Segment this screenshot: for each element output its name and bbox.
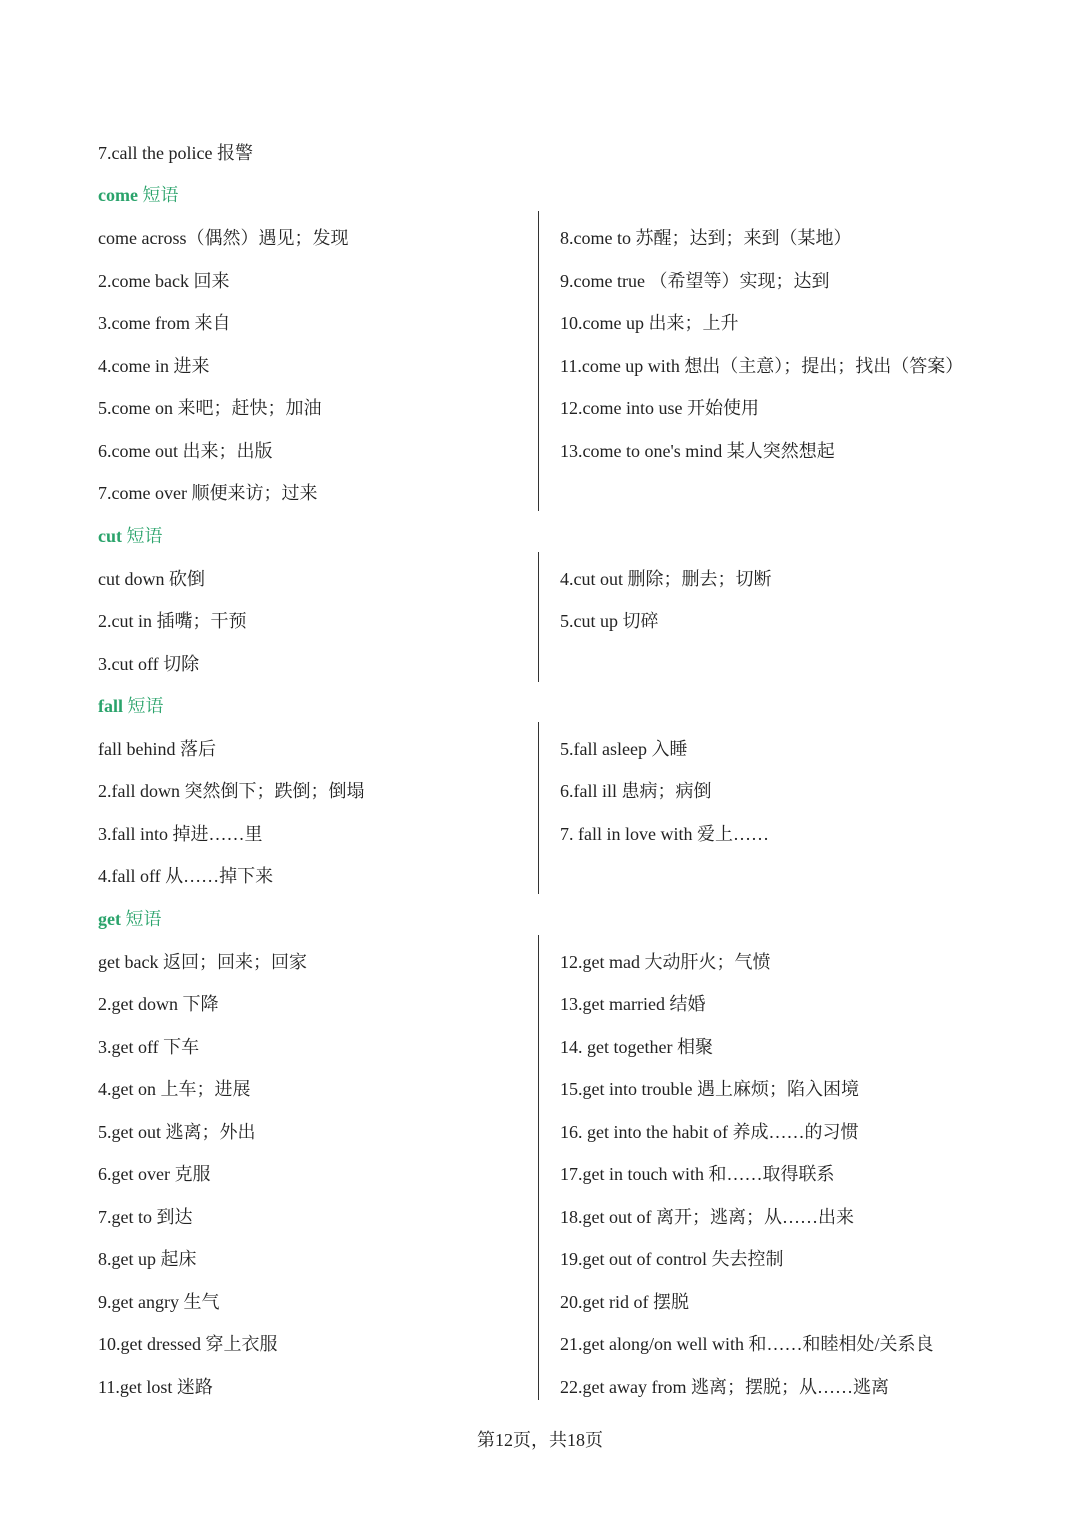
section-heading-come [98, 183, 178, 207]
phrase-item: 16. get into the habit of 养成……的习惯 [560, 1122, 859, 1142]
phrase-item: 9.come true （希望等）实现；达到 [560, 271, 830, 291]
phrase-item: 3.come from 来自 [98, 313, 231, 333]
phrase-item: 13.come to one's mind 某人突然想起 [560, 441, 835, 461]
phrase-item: 10.come up 出来；上升 [560, 313, 739, 333]
phrase-item: cut down 砍倒 [98, 569, 205, 589]
phrase-item: 5.cut up 切碎 [560, 611, 659, 631]
phrase-item: 7. fall in love with 爱上…… [560, 824, 769, 844]
phrase-item: 4.cut out 删除；删去；切断 [560, 569, 772, 589]
phrase-item: 4.come in 进来 [98, 356, 210, 376]
phrase-item: 13.get married 结婚 [560, 994, 706, 1014]
phrase-item: 15.get into trouble 遇上麻烦；陷入困境 [560, 1079, 859, 1099]
heading-label: 短语 [127, 696, 164, 716]
heading-keyword: fall [98, 696, 123, 716]
heading-keyword: come [98, 185, 138, 205]
phrase-item: 5.fall asleep 入睡 [560, 739, 688, 759]
phrase-item: get back 返回；回来；回家 [98, 952, 307, 972]
phrase-item: 19.get out of control 失去控制 [560, 1249, 784, 1269]
heading-label: 短语 [142, 185, 179, 205]
column-divider [538, 722, 539, 894]
phrase-item: 3.cut off 切除 [98, 654, 200, 674]
phrase-item: 2.get down 下降 [98, 994, 219, 1014]
phrase-item: 20.get rid of 摆脱 [560, 1292, 689, 1312]
phrase-item: 4.get on 上车；进展 [98, 1079, 251, 1099]
phrase-item: 7.get to 到达 [98, 1207, 193, 1227]
heading-label: 短语 [126, 526, 163, 546]
phrase-item: 3.fall into 掉进……里 [98, 824, 263, 844]
phrase-item: 18.get out of 离开；逃离；从……出来 [560, 1207, 854, 1227]
phrase-item: 5.come on 来吧；赶快；加油 [98, 398, 322, 418]
phrase-item: 3.get off 下车 [98, 1037, 200, 1057]
section-heading-fall [98, 694, 164, 718]
phrase-item: 10.get dressed 穿上衣服 [98, 1334, 278, 1354]
phrase-item: 21.get along/on well with 和……和睦相处/关系良 [560, 1334, 934, 1354]
phrase-item: 22.get away from 逃离；摆脱；从……逃离 [560, 1377, 889, 1397]
phrase-item: come across（偶然）遇见；发现 [98, 228, 349, 248]
heading-keyword: get [98, 909, 121, 929]
heading-keyword: cut [98, 526, 122, 546]
phrase-item: 8.come to 苏醒；达到；来到（某地） [560, 228, 852, 248]
intro-line: 7.call the police 报警 [98, 143, 253, 163]
phrase-item: 2.fall down 突然倒下；跌倒；倒塌 [98, 781, 365, 801]
phrase-item: 2.cut in 插嘴；干预 [98, 611, 247, 631]
phrase-item: 6.come out 出来；出版 [98, 441, 273, 461]
phrase-item: 12.come into use 开始使用 [560, 398, 759, 418]
phrase-item: 12.get mad 大动肝火；气愤 [560, 952, 771, 972]
column-divider [538, 211, 539, 511]
section-heading-cut [98, 524, 163, 548]
phrase-item: fall behind 落后 [98, 739, 216, 759]
phrase-item: 9.get angry 生气 [98, 1292, 220, 1312]
phrase-item: 11.come up with 想出（主意）；提出；找出（答案） [560, 356, 964, 376]
column-divider [538, 552, 539, 682]
phrase-item: 14. get together 相聚 [560, 1037, 713, 1057]
page-number-footer: 第12页，共18页 [477, 1430, 603, 1450]
phrase-item: 6.get over 克服 [98, 1164, 211, 1184]
phrase-item: 4.fall off 从……掉下来 [98, 866, 274, 886]
phrase-item: 11.get lost 迷路 [98, 1377, 213, 1397]
heading-label: 短语 [125, 909, 162, 929]
phrase-item: 2.come back 回来 [98, 271, 230, 291]
phrase-item: 8.get up 起床 [98, 1249, 197, 1269]
phrase-item: 7.come over 顺便来访；过来 [98, 483, 318, 503]
column-divider [538, 935, 539, 1400]
phrase-item: 5.get out 逃离；外出 [98, 1122, 256, 1142]
phrase-item: 17.get in touch with 和……取得联系 [560, 1164, 835, 1184]
section-heading-get [98, 907, 161, 931]
phrase-item: 6.fall ill 患病；病倒 [560, 781, 712, 801]
